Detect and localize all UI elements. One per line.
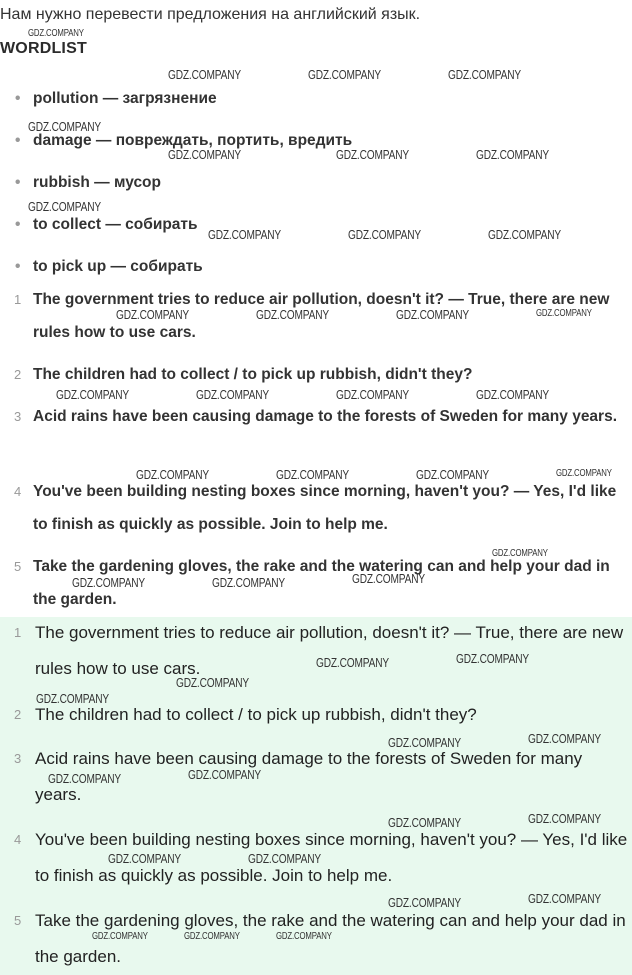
sentence-item — [14, 400, 630, 433]
watermark: GDZ.COMPANY — [248, 851, 322, 866]
watermark: GDZ.COMPANY — [276, 467, 350, 482]
sentence-text: You've been building nesting boxes since morning, haven't you? — Yes, I'd like to finish as quickly as possible. Join to help me. — [33, 483, 617, 533]
watermark: GDZ.COMPANY — [28, 28, 84, 39]
watermark: GDZ.COMPANY — [456, 651, 530, 666]
answers-panel — [0, 617, 632, 975]
watermark: GDZ.COMPANY — [492, 548, 548, 559]
wordlist-title: WORDLIST — [0, 40, 87, 57]
watermark: GDZ.COMPANY — [28, 199, 102, 214]
wordlist-item — [15, 258, 203, 276]
watermark: GDZ.COMPANY — [72, 575, 146, 590]
intro-text: Нам нужно перевести предложения на английский язык. — [0, 6, 421, 23]
sentence-number: 4 — [14, 484, 22, 499]
sentence-text: Acid rains have been causing damage to the forests of Sweden for many years. — [33, 408, 618, 425]
sentence-text: The children had to collect / to pick up rubbish, didn't they? — [33, 366, 473, 383]
watermark: GDZ.COMPANY — [176, 675, 250, 690]
sentence-item — [14, 475, 630, 541]
watermark: GDZ.COMPANY — [136, 467, 210, 482]
sentence-number: 3 — [14, 409, 22, 424]
watermark: GDZ.COMPANY — [212, 575, 286, 590]
watermark: GDZ.COMPANY — [448, 67, 522, 82]
watermark: GDZ.COMPANY — [276, 931, 332, 942]
watermark: GDZ.COMPANY — [28, 119, 102, 134]
watermark: GDZ.COMPANY — [92, 931, 148, 942]
answer-text: Take the gardening gloves, the rake and the watering can and help your dad in the garden. — [35, 911, 626, 966]
sentence-text: The government tries to reduce air pollution, doesn't it? — True, there are new rules how to use cars. — [33, 291, 610, 341]
answer-text: Acid rains have been causing damage to the forests of Sweden for many years. — [35, 749, 583, 804]
sentence-number: 1 — [14, 292, 22, 307]
watermark: GDZ.COMPANY — [348, 227, 422, 242]
watermark: GDZ.COMPANY — [388, 815, 462, 830]
watermark: GDZ.COMPANY — [396, 307, 470, 322]
answer-number: 5 — [14, 913, 22, 928]
watermark: GDZ.COMPANY — [196, 387, 270, 402]
watermark: GDZ.COMPANY — [316, 655, 390, 670]
watermark: GDZ.COMPANY — [56, 387, 130, 402]
watermark: GDZ.COMPANY — [528, 731, 602, 746]
bullet: • — [15, 90, 21, 107]
watermark: GDZ.COMPANY — [168, 147, 242, 162]
answer-number: 3 — [14, 751, 22, 766]
watermark: GDZ.COMPANY — [388, 895, 462, 910]
word-text: to pick up — собирать — [33, 258, 203, 275]
watermark: GDZ.COMPANY — [208, 227, 282, 242]
watermark: GDZ.COMPANY — [256, 307, 330, 322]
sentence-number: 5 — [14, 559, 22, 574]
answer-text: You've been building nesting boxes since morning, haven't you? — Yes, I'd like to finish as quickly as possible. Join to help me. — [35, 830, 628, 885]
watermark: GDZ.COMPANY — [308, 67, 382, 82]
wordlist-item — [15, 174, 161, 192]
watermark: GDZ.COMPANY — [416, 467, 490, 482]
watermark: GDZ.COMPANY — [476, 387, 550, 402]
watermark: GDZ.COMPANY — [336, 147, 410, 162]
answer-text: The children had to collect / to pick up rubbish, didn't they? — [35, 705, 477, 724]
answer-item — [14, 822, 630, 894]
wordlist-item — [15, 216, 198, 234]
watermark: GDZ.COMPANY — [488, 227, 562, 242]
sentence-number: 2 — [14, 367, 22, 382]
bullet: • — [15, 174, 21, 191]
word-text: damage — повреждать, портить, вредить — [33, 132, 353, 149]
watermark: GDZ.COMPANY — [168, 67, 242, 82]
watermark: GDZ.COMPANY — [476, 147, 550, 162]
watermark: GDZ.COMPANY — [188, 767, 262, 782]
bullet: • — [15, 216, 21, 233]
answer-text: The government tries to reduce air pollution, doesn't it? — True, there are new rules how to use cars. — [35, 623, 624, 678]
wordlist-item — [15, 90, 217, 108]
watermark: GDZ.COMPANY — [528, 891, 602, 906]
answer-number: 2 — [14, 707, 22, 722]
watermark: GDZ.COMPANY — [388, 735, 462, 750]
watermark: GDZ.COMPANY — [536, 308, 592, 319]
bullet: • — [15, 132, 21, 149]
answer-number: 1 — [14, 625, 22, 640]
watermark: GDZ.COMPANY — [336, 387, 410, 402]
watermark: GDZ.COMPANY — [352, 571, 426, 586]
word-text: pollution — загрязнение — [33, 90, 217, 107]
watermark: GDZ.COMPANY — [108, 851, 182, 866]
watermark: GDZ.COMPANY — [36, 691, 110, 706]
word-text: rubbish — мусор — [33, 174, 161, 191]
bullet: • — [15, 258, 21, 275]
answer-item — [14, 615, 630, 687]
watermark: GDZ.COMPANY — [48, 771, 122, 786]
watermark: GDZ.COMPANY — [116, 307, 190, 322]
watermark: GDZ.COMPANY — [184, 931, 240, 942]
answer-number: 4 — [14, 832, 22, 847]
word-text: to collect — собирать — [33, 216, 198, 233]
watermark: GDZ.COMPANY — [528, 811, 602, 826]
watermark: GDZ.COMPANY — [556, 468, 612, 479]
sentence-text: Take the gardening gloves, the rake and the watering can and help your dad in the garden. — [33, 558, 610, 608]
